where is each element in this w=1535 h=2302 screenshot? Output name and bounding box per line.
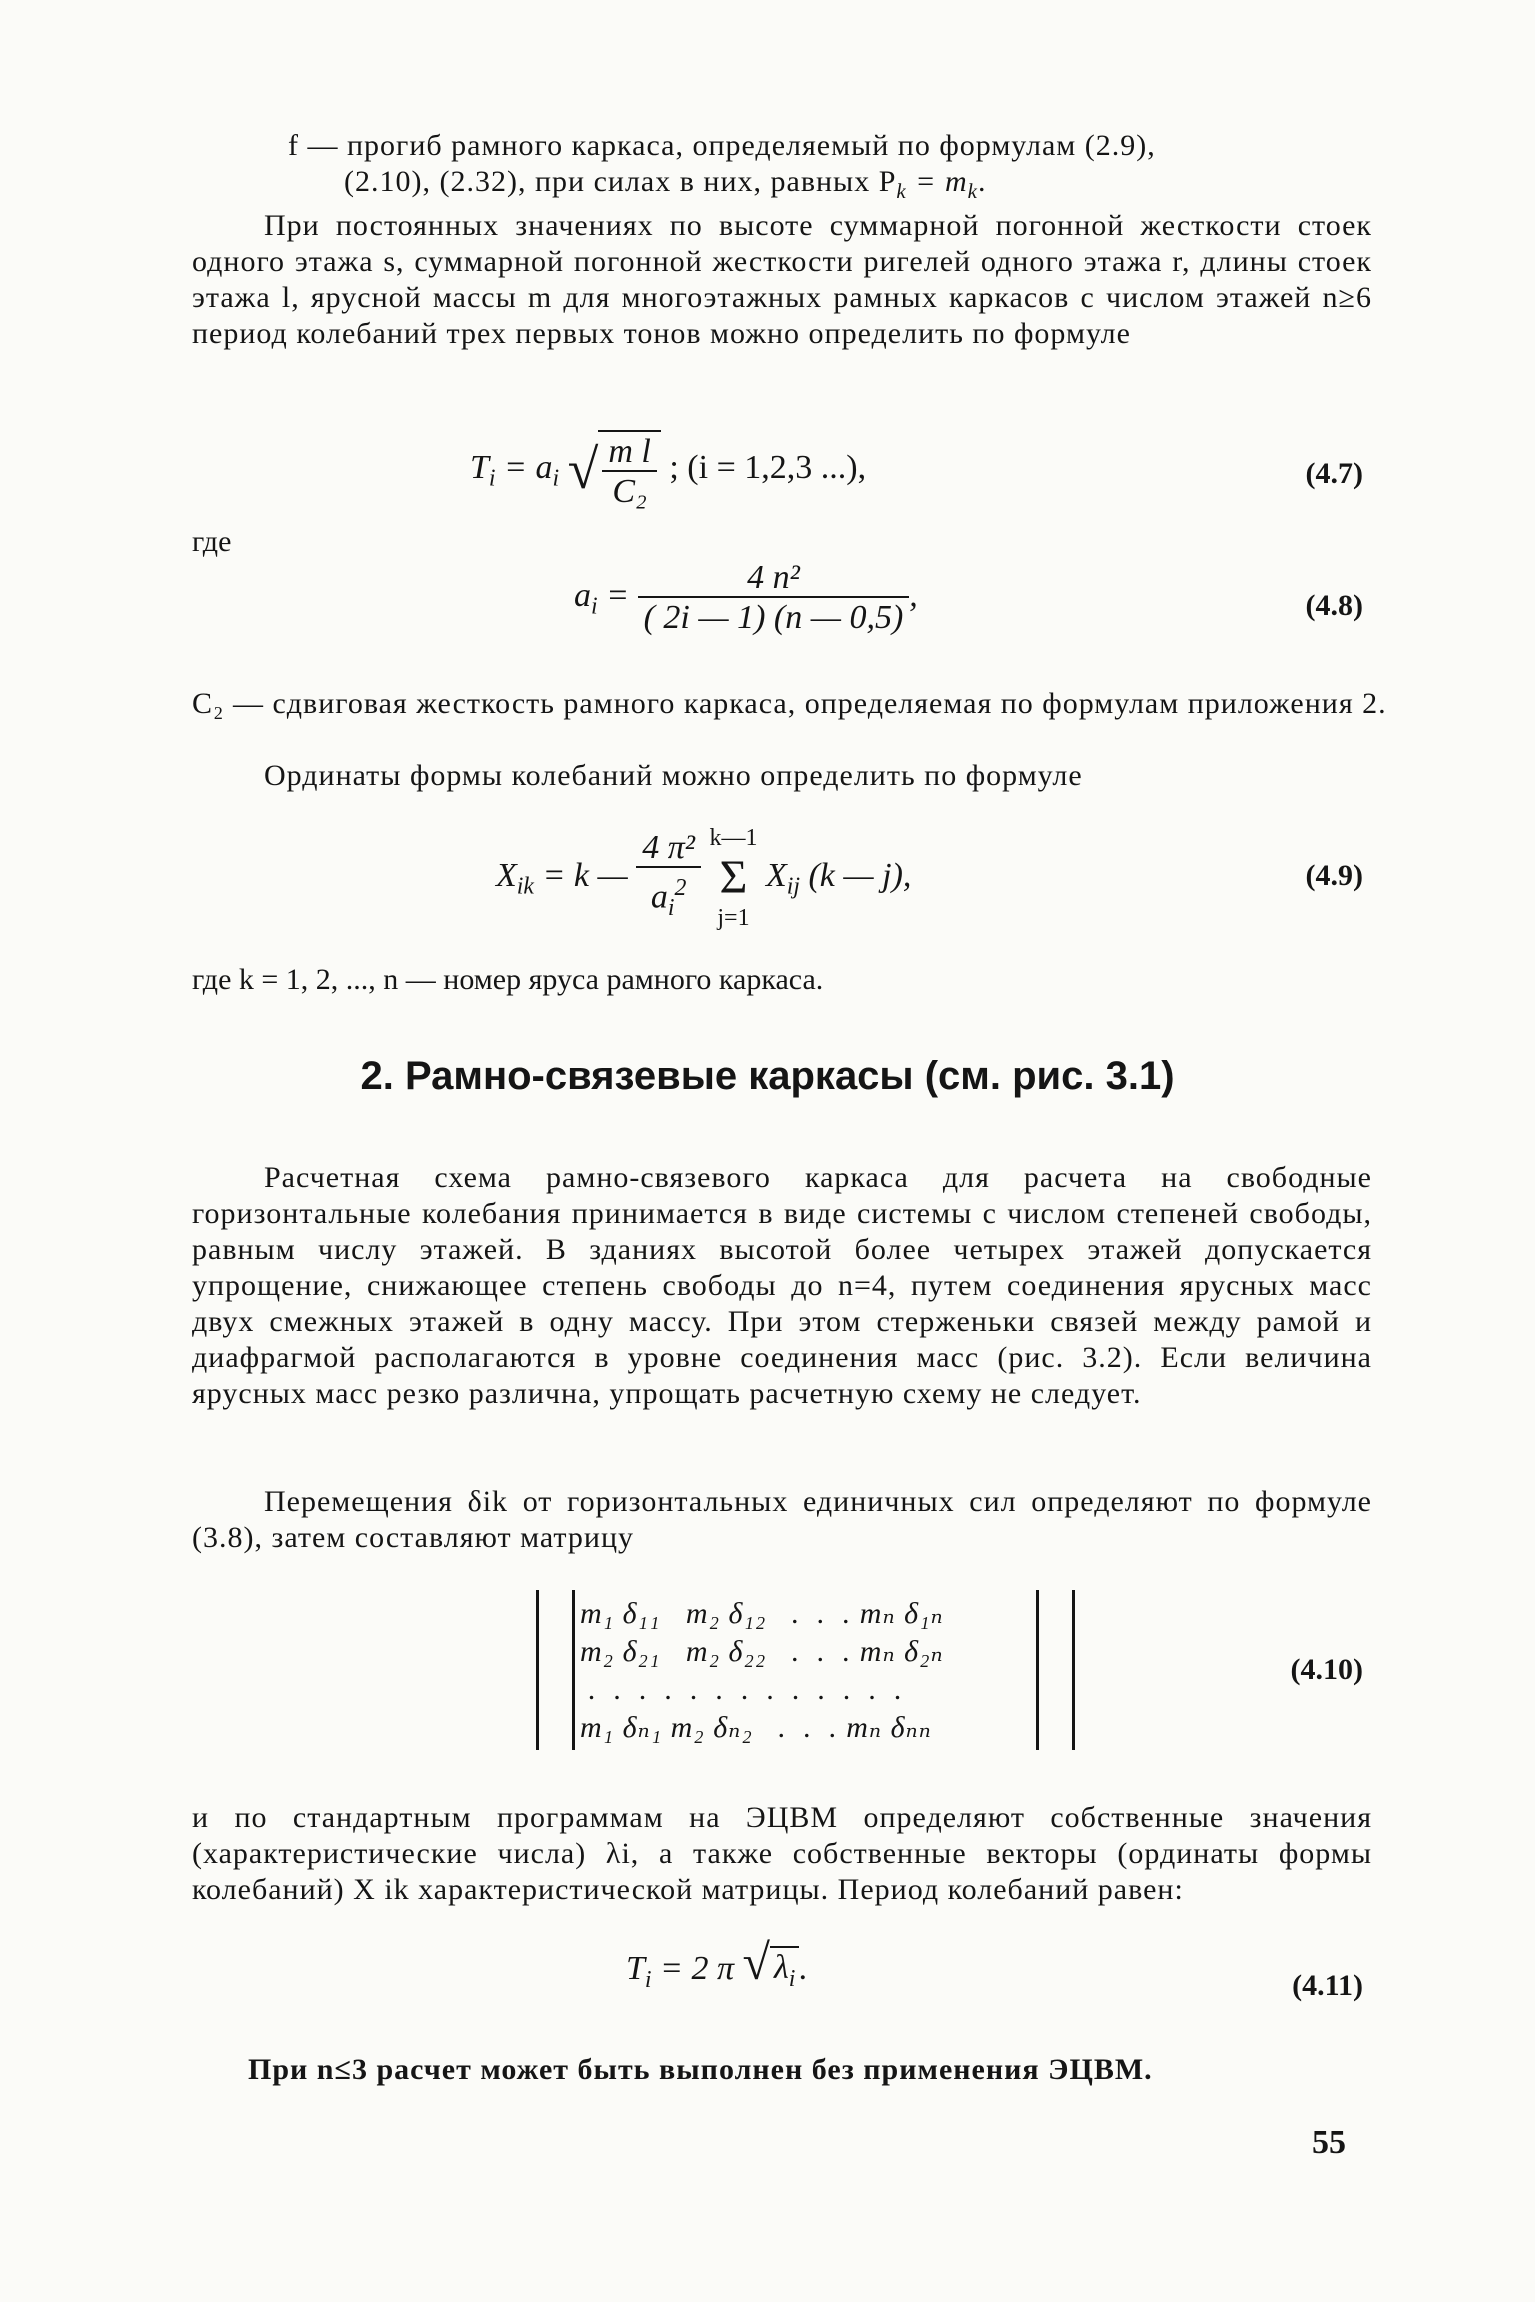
- equation-4-7: $T_i = a_i$ √ $\frac{\text{m l}}{\text{C₂}}$ ; (i = 1,2,3 ...),: [470, 430, 866, 510]
- equation-number-4-9: (4.9): [1305, 859, 1363, 892]
- section-paragraph-3: и по стандартным программам на ЭЦВМ определяют собственные значения (характеристические числа) λi, а также собственные векторы (ординаты формы колебаний) X ik характеристической матрицы. Период колебаний равен:: [192, 1801, 1372, 1906]
- equation-number-4-7: (4.7): [1305, 457, 1363, 490]
- section-paragraph-2: Перемещения δik от горизонтальных единичных сил определяют по формуле (3.8), затем составляют матрицу: [192, 1485, 1372, 1554]
- where-k-definition: где k = 1, 2, ..., n — номер яруса рамного каркаса.: [192, 963, 824, 996]
- equation-4-11: $T_i = 2$ π √ $\lambda_i$ .: [626, 1944, 808, 1998]
- section-heading: 2. Рамно-связевые каркасы (см. рис. 3.1): [360, 1054, 1175, 1098]
- matrix-row-3: . . . . . . . . . . . . .: [580, 1673, 903, 1706]
- matrix-bar-left-outer: [536, 1590, 539, 1750]
- final-sentence: При n≤3 расчет может быть выполнен без применения ЭЦВМ.: [248, 2053, 1153, 2086]
- intro-paragraph: При постоянных значениях по высоте суммарной погонной жесткости стоек одного этажа s, суммарной погонной жесткости ригелей одного этажа r, длины стоек этажа l, ярусной массы m для многоэтажных рамных каркасов с числом этажей n≥6 период колебаний трех первых тонов можно определить по формуле: [192, 209, 1372, 350]
- equation-number-4-10: (4.10): [1290, 1653, 1363, 1686]
- equation-number-4-8: (4.8): [1305, 589, 1363, 622]
- matrix-4-10: [536, 1590, 1076, 1750]
- matrix-bar-right-inner: [1036, 1590, 1039, 1750]
- where-label-1: где: [192, 525, 232, 558]
- equation-number-4-11: (4.11): [1292, 1969, 1363, 2002]
- matrix-row-1: m₁ δ₁₁ m₂ δ₁₂ . . . mₙ δ₁ₙ: [580, 1597, 944, 1630]
- matrix-row-2: m₂ δ₂₁ m₂ δ₂₂ . . . mₙ δ₂ₙ: [580, 1635, 944, 1668]
- ordinates-sentence: Ординаты формы колебаний можно определить по формуле: [264, 759, 1083, 792]
- f-definition: f — прогиб рамного каркаса, определяемый по формулам (2.9), (2.10), (2.32), при силах в них, равных $P_k = m_k$.: [288, 129, 1156, 203]
- section-paragraph-1: Расчетная схема рамно-связевого каркаса для расчета на свободные горизонтальные колебания принимается в виде системы с числом степеней свободы, равным числу этажей. В зданиях высотой более четырех этажей допускается упрощение, снижающее степень свободы до n=4, путем соединения ярусных масс двух смежных этажей в одну массу. При этом стерженьки связей между рамой и диафрагмой располагаются в уровне соединения масс (рис. 3.2). Если величина ярусных масс резко различна, упрощать расчетную схему не следует.: [192, 1161, 1372, 1410]
- equation-4-8: $a_i$ = $\frac{\text{4 n²}}{( 2i — 1) (n — 0,5)}$ ,: [574, 559, 918, 636]
- equation-4-9: $X_{ik} = k$ — $\frac{\text{4 π²}}{a_i^2}$ k—1 Σ j=1 $X_{ij}$ (k — j),: [496, 825, 912, 931]
- matrix-bar-left-inner: [572, 1590, 575, 1750]
- matrix-row-4: m₁ δₙ₁ m₂ δₙ₂ . . . mₙ δₙₙ: [580, 1711, 932, 1744]
- c2-definition: C₂ — сдвиговая жесткость рамного каркаса, определяемая по формулам приложения 2.: [192, 687, 1387, 720]
- matrix-bar-right-outer: [1072, 1590, 1075, 1750]
- page-number: 55: [1312, 2124, 1346, 2161]
